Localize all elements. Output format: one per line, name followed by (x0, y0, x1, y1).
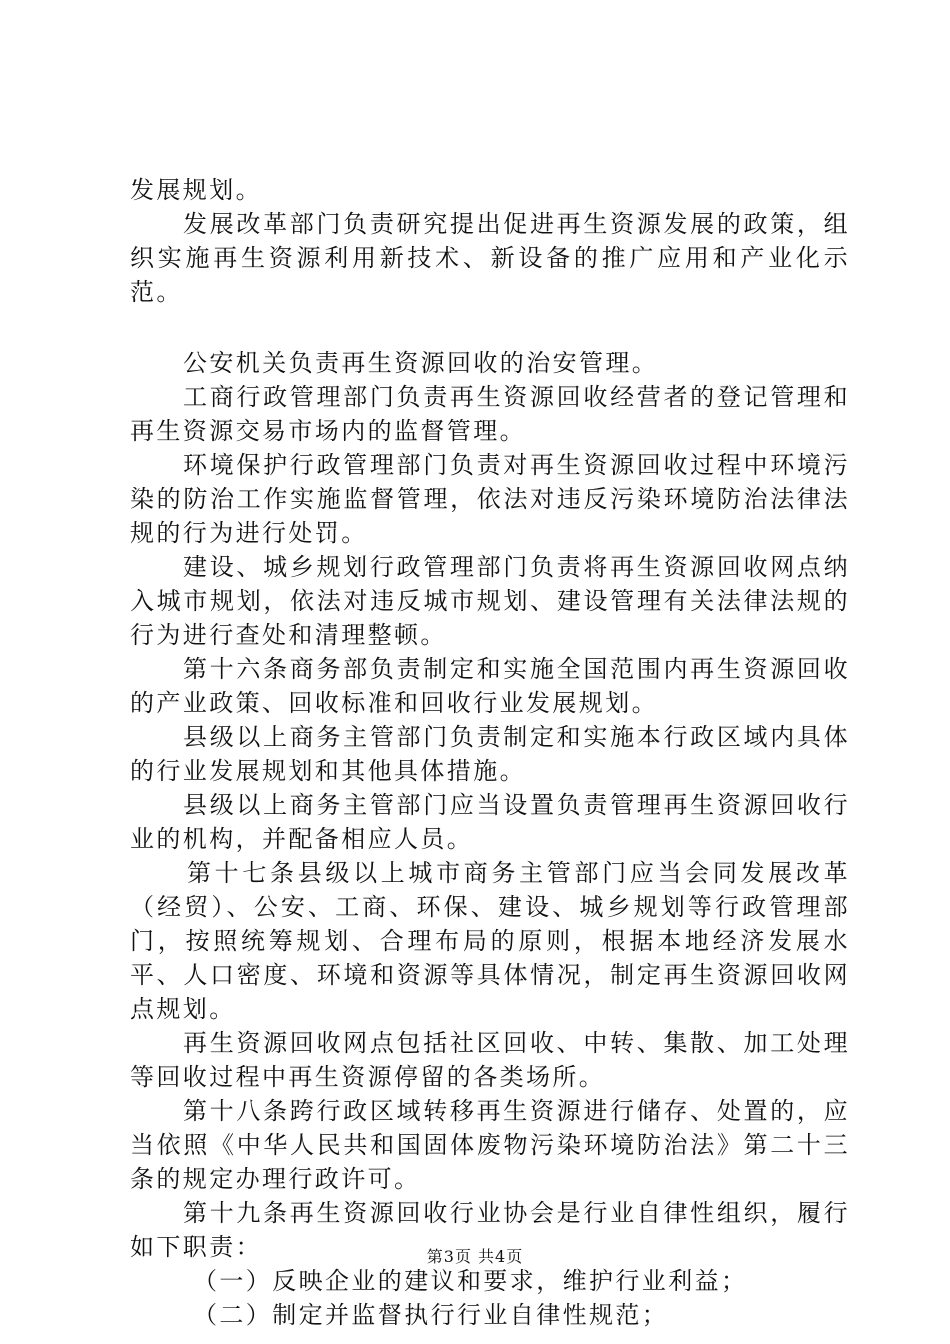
paragraph: 公安机关负责再生资源回收的治安管理。 (183, 349, 659, 377)
paragraph: 工商行政管理部门负责再生资源回收经营者的登记管理和再生资源交易市场内的监督管理。 (130, 383, 850, 445)
paragraph: 第十九条再生资源回收行业协会是行业自律性组织，履行如下职责： (130, 1199, 850, 1261)
paragraph: 第十六条商务部负责制定和实施全国范围内再生资源回收的产业政策、回收标准和回收行业发展规划。 (130, 655, 850, 717)
list-item: （二）制定并监督执行行业自律性规范； (193, 1301, 669, 1329)
page-number-footer: 第3页 共4页 (426, 1247, 524, 1266)
document-body (130, 173, 850, 1332)
list-item: （一）反映企业的建议和要求，维护行业利益； (193, 1267, 748, 1295)
paragraph: 县级以上商务主管部门应当设置负责管理再生资源回收行业的机构，并配备相应人员。 (130, 791, 850, 853)
paragraph: 发展改革部门负责研究提出促进再生资源发展的政策，组织实施再生资源利用新技术、新设备的推广应用和产业化示范。 (130, 210, 850, 306)
paragraph: 再生资源回收网点包括社区回收、中转、集散、加工处理等回收过程中再生资源停留的各类场所。 (130, 1029, 850, 1091)
paragraph: 第十八条跨行政区域转移再生资源进行储存、处置的，应当依照《中华人民共和国固体废物污染环境防治法》第二十三条的规定办理行政许可。 (130, 1097, 850, 1193)
paragraph: 发展规划。 (130, 176, 262, 204)
paragraph: 县级以上商务主管部门负责制定和实施本行政区域内具体的行业发展规划和其他具体措施。 (130, 723, 850, 785)
paragraph: 建设、城乡规划行政管理部门负责将再生资源回收网点纳入城市规划，依法对违反城市规划、建设管理有关法律法规的行为进行查处和清理整顿。 (130, 553, 850, 649)
paragraph: 第十七条县级以上城市商务主管部门应当会同发展改革（经贸）、公安、工商、环保、建设、城乡规划等行政管理部门，按照统筹规划、合理布局的原则，根据本地经济发展水平、人口密度、环境和资源等具体情况，制定再生资源回收网点规划。 (130, 859, 850, 1023)
paragraph: 环境保护行政管理部门负责对再生资源回收过程中环境污染的防治工作实施监督管理，依法对违反污染环境防治法律法规的行为进行处罚。 (130, 451, 850, 547)
